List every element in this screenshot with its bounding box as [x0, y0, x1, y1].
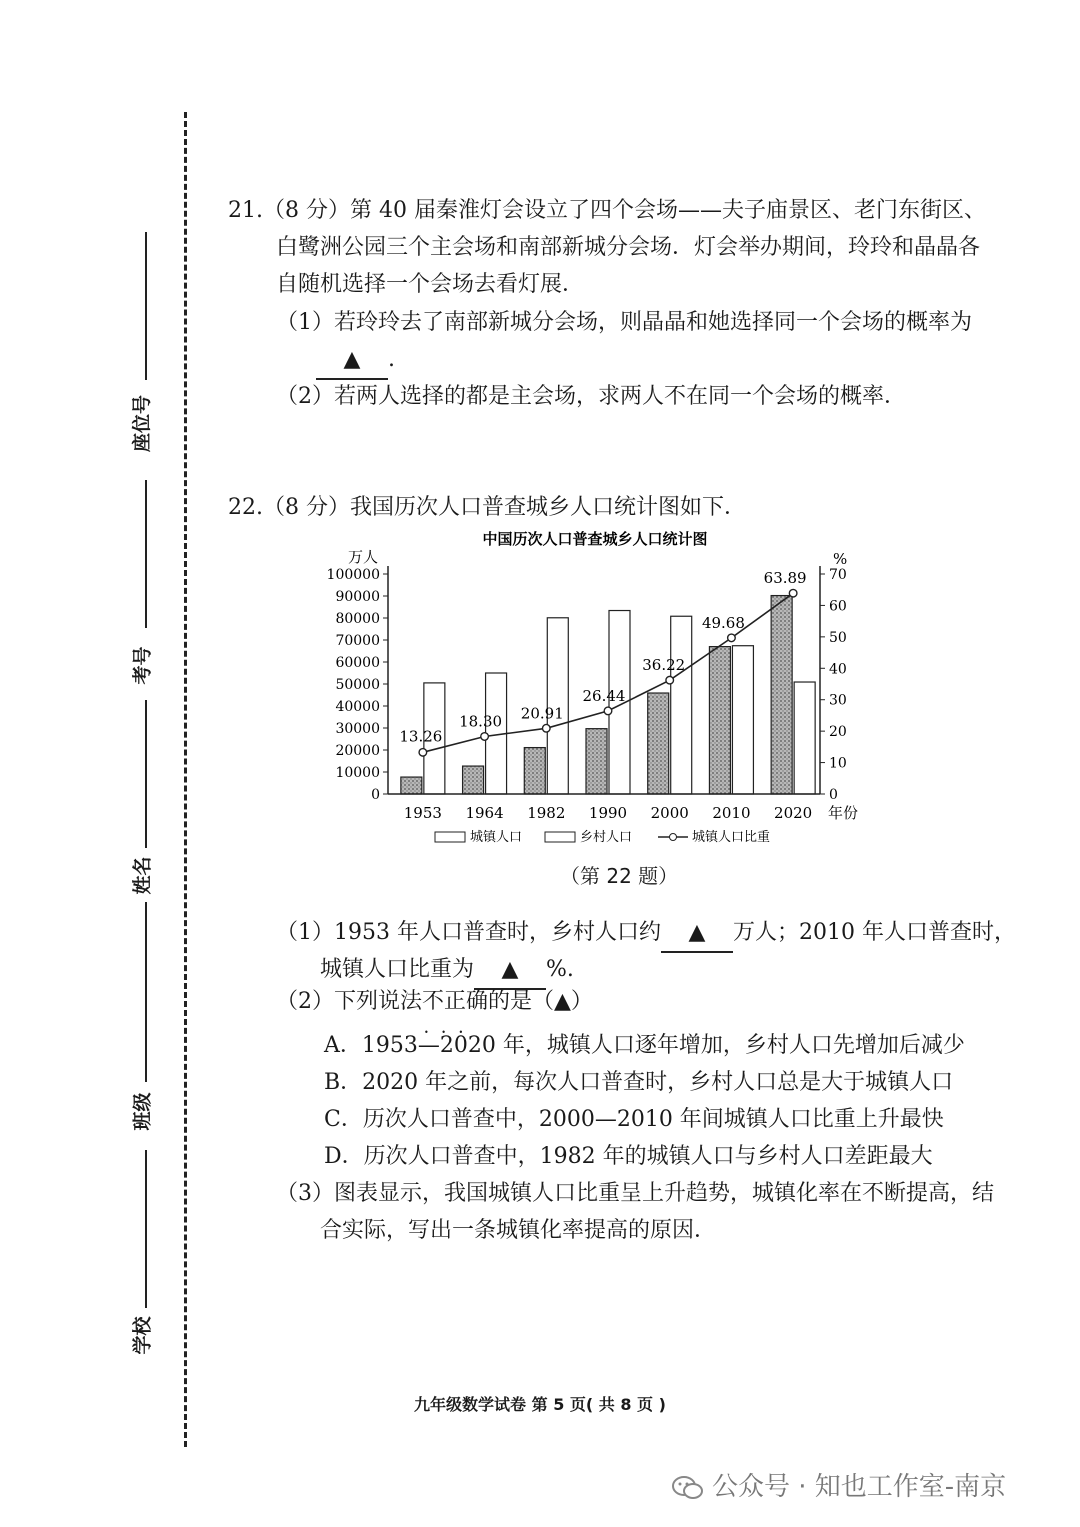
ratio-point [419, 749, 427, 757]
ratio-point [789, 589, 797, 597]
q22-p2-text: （2）下列说法 [276, 989, 422, 1014]
watermark-text: 公众号 · 知也工作室-南京 [712, 1472, 1007, 1502]
ratio-label: 49.68 [701, 613, 745, 632]
population-chart [320, 524, 880, 854]
name-label: 姓名 [131, 856, 154, 895]
school-rule [145, 1150, 147, 1308]
x-tick-label: 2000 [650, 804, 689, 822]
left-tick-label: 70000 [335, 633, 380, 649]
seat-label: 座位号 [131, 394, 154, 453]
ratio-label: 63.89 [763, 569, 807, 588]
x-tick-label: 2010 [712, 804, 751, 822]
ratio-point [481, 733, 489, 741]
q22-blank-rural: ▲ [661, 915, 733, 953]
q22-option-b: B．2020 年之前，每次人口普查时，乡村人口总是大于城镇人口 [324, 1070, 954, 1095]
right-tick-label: 0 [829, 787, 838, 803]
exam-no-label: 考号 [131, 646, 154, 685]
left-tick-label: 50000 [335, 677, 380, 693]
x-tick-label: 1982 [527, 804, 566, 822]
q22-p1b-text: 城镇人口比重为 [320, 957, 475, 982]
left-axis-unit: 万人 [348, 548, 379, 566]
ratio-point [604, 707, 612, 715]
q22-option-d: D．历次人口普查中，1982 年的城镇人口与乡村人口差距最大 [324, 1144, 933, 1169]
x-tick-label: 1953 [403, 804, 442, 822]
q21-period: . [388, 347, 395, 372]
urban-bar [709, 647, 730, 794]
q22-part3-line1: （3）图表显示，我国城镇人口比重呈上升趋势，城镇化率在不断提高，结 [276, 1181, 994, 1206]
ratio-label: 13.26 [399, 727, 443, 746]
left-tick-label: 80000 [335, 611, 380, 627]
ratio-label: 20.91 [520, 704, 564, 723]
q22-intro: 22.（8 分）我国历次人口普查城乡人口统计图如下． [228, 495, 746, 520]
page-footer: 九年级数学试卷 第 5 页( 共 8 页 ) [414, 1395, 666, 1414]
rural-bar [794, 682, 815, 794]
q21-part2: （2）若两人选择的都是主会场，求两人不在同一个会场的概率． [276, 384, 906, 409]
q22-p1a-after: 万人；2010 年人口普查时， [732, 920, 1016, 945]
left-tick-label: 0 [371, 787, 380, 803]
left-tick-label: 10000 [335, 765, 380, 781]
q21-line1: 21.（8 分）第 40 届秦淮灯会设立了四个会场——夫子庙景区、老门东街区、 [228, 198, 986, 223]
wechat-icon [672, 1475, 704, 1501]
right-tick-label: 60 [829, 598, 847, 615]
x-tick-label: 1990 [588, 804, 628, 822]
q22-option-c: C．历次人口普查中，2000—2010 年间城镇人口比重上升最快 [324, 1107, 944, 1132]
legend-urban-label: 城镇人口 [470, 830, 523, 845]
q22-p2-emphasis: 不正确 • • • [422, 989, 488, 1014]
exam-no-rule [145, 480, 147, 628]
ratio-point [542, 724, 550, 732]
chart-title: 中国历次人口普查城乡人口统计图 [482, 530, 708, 548]
left-tick-label: 60000 [335, 655, 380, 671]
q22-p2-after: 的是（▲） [488, 989, 593, 1014]
right-tick-label: 70 [829, 567, 847, 583]
left-tick-label: 40000 [335, 699, 380, 715]
x-tick-label: 2020 [774, 804, 813, 822]
watermark [672, 1466, 1006, 1503]
rural-bar [671, 616, 692, 794]
legend-rural-swatch [545, 832, 575, 842]
right-tick-label: 10 [829, 755, 847, 772]
class-label: 班级 [131, 1092, 154, 1131]
name-rule [145, 700, 147, 848]
ratio-label: 36.22 [642, 656, 686, 675]
q21-line2: 白鹭洲公园三个主会场和南部新城分会场．灯会举办期间，玲玲和晶晶各 [276, 235, 981, 260]
urban-bar [463, 766, 484, 794]
q22-figure-caption: （第 22 题） [560, 864, 679, 888]
x-axis-label: 年份 [828, 804, 859, 822]
left-tick-label: 90000 [335, 589, 380, 605]
legend-ratio-marker [670, 834, 677, 841]
right-tick-label: 40 [829, 661, 847, 678]
urban-bar [771, 596, 792, 794]
legend-urban-swatch [435, 832, 465, 842]
ratio-label: 18.30 [459, 712, 503, 731]
q22-p1b-after: %. [546, 957, 574, 982]
binding-dashed-line [184, 112, 187, 1447]
left-tick-label: 30000 [335, 721, 380, 737]
class-rule [145, 902, 147, 1082]
q22-option-a: A．1953—2020 年，城镇人口逐年增加，乡村人口先增加后减少 [324, 1033, 965, 1058]
q22-part1-line1 [276, 915, 1016, 953]
q21-part1: （1）若玲玲去了南部新城分会场，则晶晶和她选择同一个会场的概率为 [276, 310, 972, 335]
right-tick-label: 50 [829, 629, 847, 646]
q22-part2 [276, 984, 593, 1020]
urban-bar [401, 777, 422, 794]
urban-bar [586, 729, 607, 794]
urban-bar [648, 693, 669, 794]
legend-ratio-label: 城镇人口比重 [692, 830, 771, 845]
ratio-label: 26.44 [582, 686, 626, 705]
left-tick-label: 100000 [326, 567, 380, 583]
right-axis-unit: % [833, 550, 848, 568]
q21-part1-answer [316, 342, 395, 380]
ratio-point [666, 676, 674, 684]
q22-blank-ratio: ▲ [474, 952, 546, 990]
urban-bar [524, 748, 545, 794]
x-tick-label: 1964 [465, 804, 504, 822]
q22-p1a-text: （1）1953 年人口普查时，乡村人口约 [276, 920, 661, 945]
left-tick-label: 20000 [335, 743, 380, 759]
legend-rural-label: 乡村人口 [580, 830, 633, 845]
right-tick-label: 30 [829, 692, 847, 709]
q21-line3: 自随机选择一个会场去看灯展． [276, 272, 585, 297]
school-label: 学校 [131, 1316, 154, 1355]
q21-answer-blank: ▲ [316, 342, 388, 380]
right-tick-label: 20 [829, 724, 847, 741]
seat-rule [145, 232, 147, 380]
rural-bar [732, 646, 753, 794]
q22-part3-line2: 合实际，写出一条城镇化率提高的原因． [320, 1218, 717, 1243]
ratio-point [728, 634, 736, 642]
